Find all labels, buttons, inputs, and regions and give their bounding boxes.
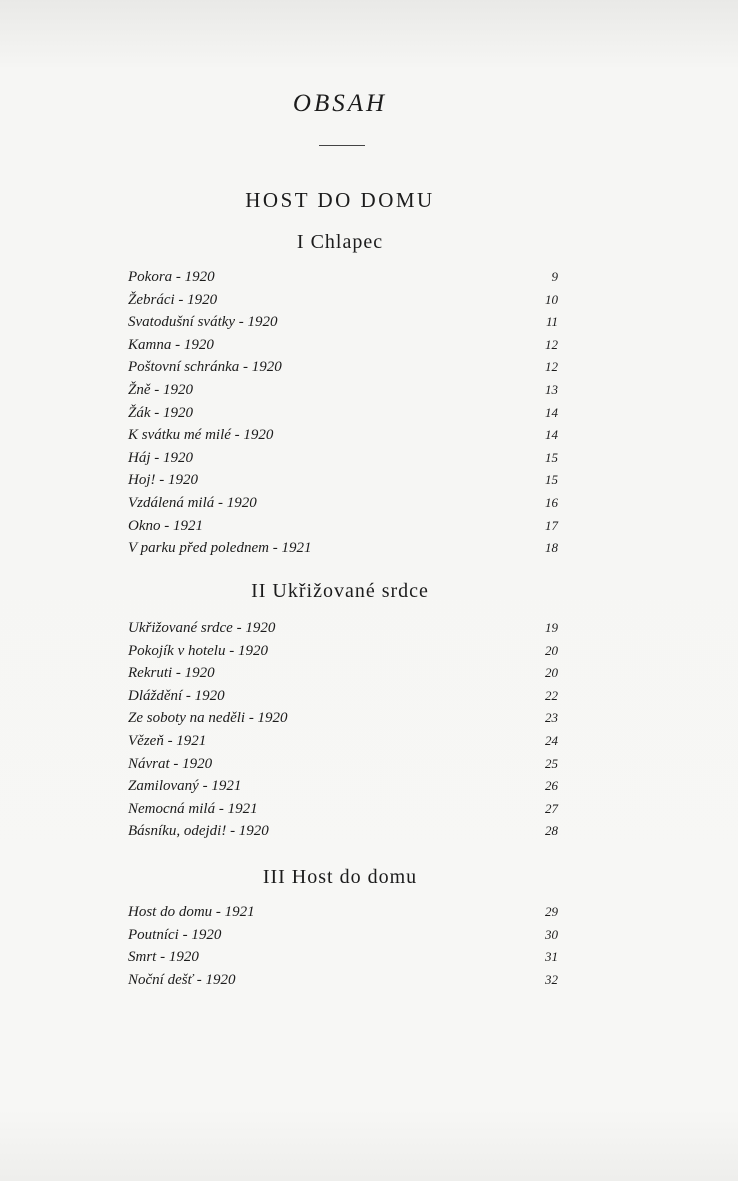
toc-entry-page: 14 — [545, 404, 558, 420]
section-title: III Host do domu — [262, 866, 418, 888]
toc-entry — [128, 266, 558, 289]
toc-entry-title: Žák - 1920 — [128, 404, 193, 421]
toc-entry-page: 12 — [545, 336, 558, 352]
section-title: II Ukřižované srdce — [251, 580, 429, 602]
toc-entry — [128, 901, 558, 924]
toc-entry-page: 10 — [545, 291, 558, 307]
toc-entry-title: Host do domu - 1921 — [128, 904, 255, 920]
contents-heading: OBSAH — [292, 90, 388, 117]
toc-entry-page: 22 — [545, 687, 558, 703]
toc-entry-page: 15 — [545, 472, 558, 488]
toc-entry — [128, 356, 558, 379]
toc-entry-title: Pokora - 1920 — [128, 269, 215, 285]
toc-entry-page: 11 — [545, 314, 558, 330]
toc-entry-page: 29 — [545, 904, 558, 919]
toc-entry — [128, 492, 558, 515]
toc-entry — [128, 775, 558, 798]
toc-entry-title: Háj - 1920 — [128, 449, 193, 466]
toc-entry-title: Žebráci - 1920 — [128, 291, 218, 308]
toc-entry-page: 16 — [545, 494, 558, 510]
toc-entry-title: Poštovní schránka - 1920 — [128, 359, 282, 376]
toc-entry — [128, 515, 558, 538]
toc-entry-page: 27 — [545, 800, 558, 816]
toc-entry-page: 32 — [545, 971, 558, 987]
toc-entry-page: 23 — [545, 710, 558, 726]
toc-entry-page: 28 — [545, 823, 558, 839]
toc-entry-title: Kamna - 1920 — [128, 336, 214, 353]
toc-entry-page: 14 — [545, 427, 558, 443]
toc-entry-title: Okno - 1921 — [128, 517, 203, 534]
toc-entry-page: 25 — [545, 755, 558, 771]
toc-entry — [128, 640, 558, 663]
toc-entry — [128, 311, 558, 334]
toc-entry-page: 18 — [545, 540, 558, 556]
toc-entry — [128, 469, 558, 492]
toc-entry — [128, 753, 558, 776]
toc-list — [128, 617, 558, 843]
toc-entry — [128, 402, 558, 425]
book-title: HOST DO DOMU — [245, 188, 435, 212]
toc-entry-page: 24 — [545, 732, 558, 748]
toc-entry-title: Noční dešť - 1920 — [128, 971, 236, 988]
toc-entry-title: Žně - 1920 — [128, 381, 193, 398]
toc-entry-page: 26 — [545, 778, 558, 794]
toc-entry-page: 12 — [545, 359, 558, 375]
toc-entry-page: 15 — [545, 449, 558, 465]
toc-entry-title: Svatodušní svátky - 1920 — [128, 314, 278, 331]
toc-entry-title: Návrat - 1920 — [128, 755, 213, 772]
toc-entry-title: K svátku mé milé - 1920 — [128, 427, 274, 444]
toc-list — [128, 266, 558, 560]
toc-entry — [128, 798, 558, 821]
toc-entry-page: 31 — [545, 949, 558, 965]
toc-entry-title: Vězeň - 1921 — [128, 732, 207, 749]
toc-entry — [128, 537, 558, 560]
toc-entry-page: 20 — [545, 665, 558, 681]
toc-entry-title: Ukřižované srdce - 1920 — [128, 620, 276, 636]
toc-entry-page: 13 — [545, 381, 558, 397]
toc-entry-title: Rekruti - 1920 — [128, 665, 215, 682]
heading-rule — [319, 145, 365, 146]
toc-entry-title: Zamilovaný - 1921 — [128, 778, 242, 795]
toc-entry — [128, 617, 558, 640]
toc-entry-title: Vzdálená milá - 1920 — [128, 494, 257, 511]
toc-entry-title: Pokojík v hotelu - 1920 — [128, 642, 268, 659]
toc-entry-page: 17 — [545, 517, 558, 533]
toc-entry — [128, 334, 558, 357]
toc-entry — [128, 685, 558, 708]
toc-entry-title: Poutníci - 1920 — [128, 926, 222, 943]
toc-entry — [128, 946, 558, 969]
toc-entry-title: Smrt - 1920 — [128, 949, 199, 966]
toc-entry — [128, 662, 558, 685]
toc-entry — [128, 969, 558, 992]
toc-entry-title: V parku před polednem - 1921 — [128, 540, 312, 557]
toc-entry — [128, 707, 558, 730]
toc-entry-title: Básníku, odejdi! - 1920 — [128, 823, 269, 840]
toc-entry-title: Hoj! - 1920 — [128, 472, 198, 489]
toc-entry-title: Nemocná milá - 1921 — [128, 800, 258, 817]
toc-entry-page: 20 — [545, 642, 558, 658]
toc-entry — [128, 424, 558, 447]
toc-entry — [128, 730, 558, 753]
toc-list — [128, 901, 558, 991]
toc-entry — [128, 447, 558, 470]
section-title: I Chlapec — [296, 231, 384, 253]
toc-entry-page: 9 — [551, 269, 558, 284]
toc-entry — [128, 289, 558, 312]
toc-entry — [128, 820, 558, 843]
toc-entry — [128, 379, 558, 402]
toc-entry-title: Dláždění - 1920 — [128, 687, 225, 704]
toc-entry — [128, 924, 558, 947]
toc-entry-page: 19 — [545, 620, 558, 635]
toc-entry-title: Ze soboty na neděli - 1920 — [128, 710, 288, 727]
toc-entry-page: 30 — [545, 926, 558, 942]
